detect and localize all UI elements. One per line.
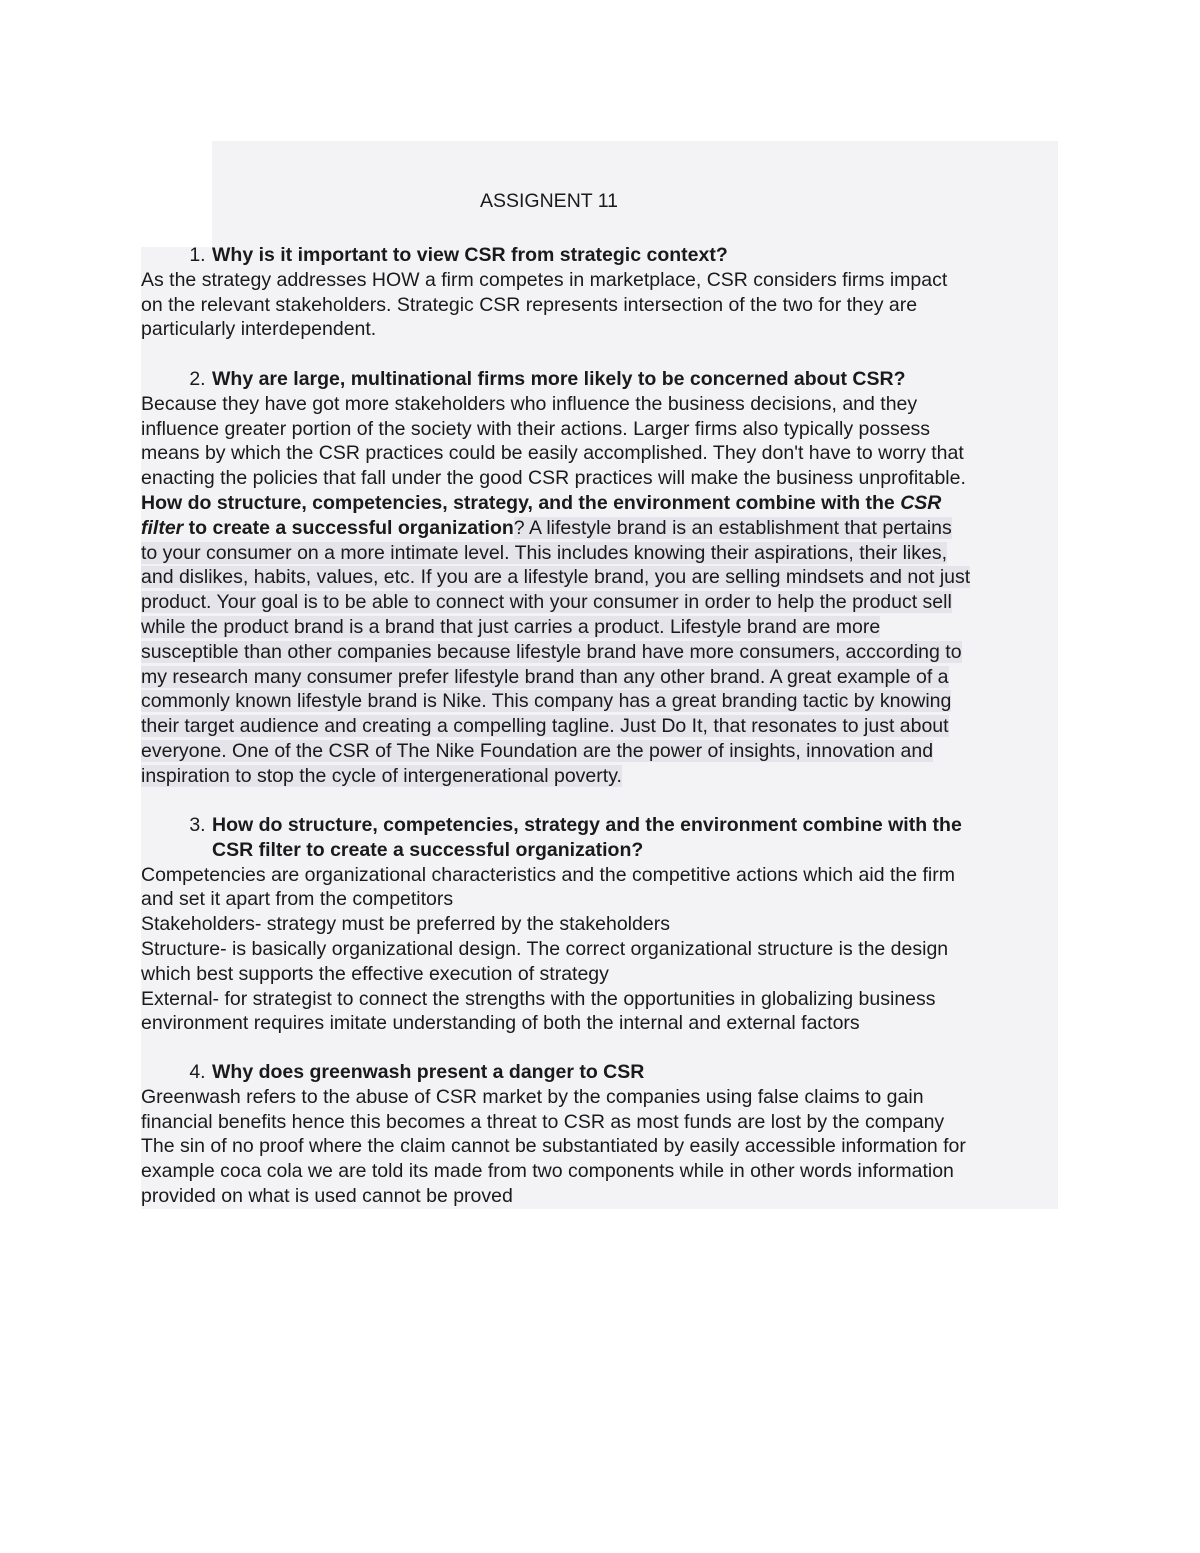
question-2-section [141,367,1066,789]
answer-line: particularly interdependent. [141,318,377,341]
question-number: 3. [189,814,206,836]
question-3-section [141,813,1066,1036]
inline-question-line [141,491,1066,516]
highlighted-line [141,689,1066,714]
inline-question-bolditalic: filter [141,516,184,539]
answer-line: which best supports the effective execution of strategy [141,962,609,985]
inline-question-bold: How do structure, competencies, strategy, and the environment combine with the [141,491,901,514]
highlighted-line [141,590,1066,615]
question-4-section [141,1060,1066,1209]
answer-line: enacting the policies that fall under the good CSR practices will make the business unprofitable. [141,467,966,490]
highlighted-text: their target audience and creating a compelling tagline. Just Do It, that resonates to just about [141,715,949,738]
answer-line: influence greater portion of the society with their actions. Larger firms also typically possess [141,417,931,440]
answer-line: means by which the CSR practices could be easily accomplished. They don't have to worry that [141,442,964,465]
highlighted-text: ? A lifestyle brand is an establishment that pertains [513,516,952,539]
question-2 [141,367,1066,392]
question-1-section [141,243,1066,342]
answer-line: financial benefits hence this becomes a threat to CSR as most funds are lost by the company [141,1110,945,1133]
question-number: 1. [189,244,206,266]
answer-line: The sin of no proof where the claim cannot be substantiated by easily accessible information for [141,1135,966,1158]
answer-line: External- for strategist to connect the strengths with the opportunities in globalizing business [141,987,936,1010]
highlighted-line [141,615,1066,640]
question-number: 4. [189,1061,206,1083]
highlighted-text: commonly known lifestyle brand is Nike. This company has a great branding tactic by knowing [141,690,952,713]
answer-line: and set it apart from the competitors [141,888,454,911]
question-3 [141,813,1066,863]
highlighted-text: and dislikes, habits, values, etc. If you are a lifestyle brand, you are selling mindsets and not just [141,566,971,589]
answer-line: Greenwash refers to the abuse of CSR market by the companies using false claims to gain [141,1085,924,1108]
highlighted-line [141,565,1066,590]
question-4 [141,1060,1066,1085]
answer-line: Stakeholders- strategy must be preferred by the stakeholders [141,913,670,936]
highlighted-line [141,541,1066,566]
answer-line: Because they have got more stakeholders who influence the business decisions, and they [141,392,918,415]
question-text: Why does greenwash present a danger to CSR [212,1061,645,1083]
highlighted-text: while the product brand is a brand that just carries a product. Lifestyle brand are more [141,615,881,638]
highlighted-text: everyone. One of the CSR of The Nike Foundation are the power of insights, innovation and [141,739,934,762]
highlighted-text: susceptible than other companies because lifestyle brand have more consumers, acccording to [141,640,962,663]
question-text: Why are large, multinational firms more likely to be concerned about CSR? [212,368,906,390]
answer-line: example coca cola we are told its made from two components while in other words information [141,1160,954,1183]
highlighted-line [141,739,1066,764]
question-text-line: CSR filter to create a successful organization? [212,838,644,861]
highlighted-line [141,665,1066,690]
highlighted-text: inspiration to stop the cycle of intergenerational poverty. [141,764,622,787]
question-number: 2. [189,368,206,390]
question-text-line: How do structure, competencies, strategy and the environment combine with the [212,814,962,836]
answer-line: Competencies are organizational characteristics and the competitive actions which aid the firm [141,863,955,886]
highlighted-text: to your consumer on a more intimate level. This includes knowing their aspirations, their likes, [141,541,948,564]
question-1 [141,243,1066,268]
answer-line: Structure- is basically organizational design. The correct organizational structure is the design [141,937,949,960]
inline-question-bolditalic: CSR [900,491,942,514]
document-title: ASSIGNENT 11 [480,190,618,212]
question-text: Why is it important to view CSR from strategic context? [212,244,728,266]
highlighted-line [141,640,1066,665]
answer-line: As the strategy addresses HOW a firm competes in marketplace, CSR considers firms impact [141,268,948,291]
answer-line: provided on what is used cannot be proved [141,1184,513,1207]
highlighted-line [141,764,1066,789]
answer-line: on the relevant stakeholders. Strategic CSR represents intersection of the two for they are [141,293,918,316]
inline-question-line [141,516,1066,541]
inline-question-bold: to create a successful organization [183,516,514,539]
answer-line: environment requires imitate understanding of both the internal and external factors [141,1012,860,1035]
question-text [212,813,1066,863]
highlighted-text: my research many consumer prefer lifestyle brand than any other brand. A great example of a [141,665,949,688]
highlighted-text: product. Your goal is to be able to connect with your consumer in order to help the product sell [141,591,952,614]
highlighted-line [141,714,1066,739]
